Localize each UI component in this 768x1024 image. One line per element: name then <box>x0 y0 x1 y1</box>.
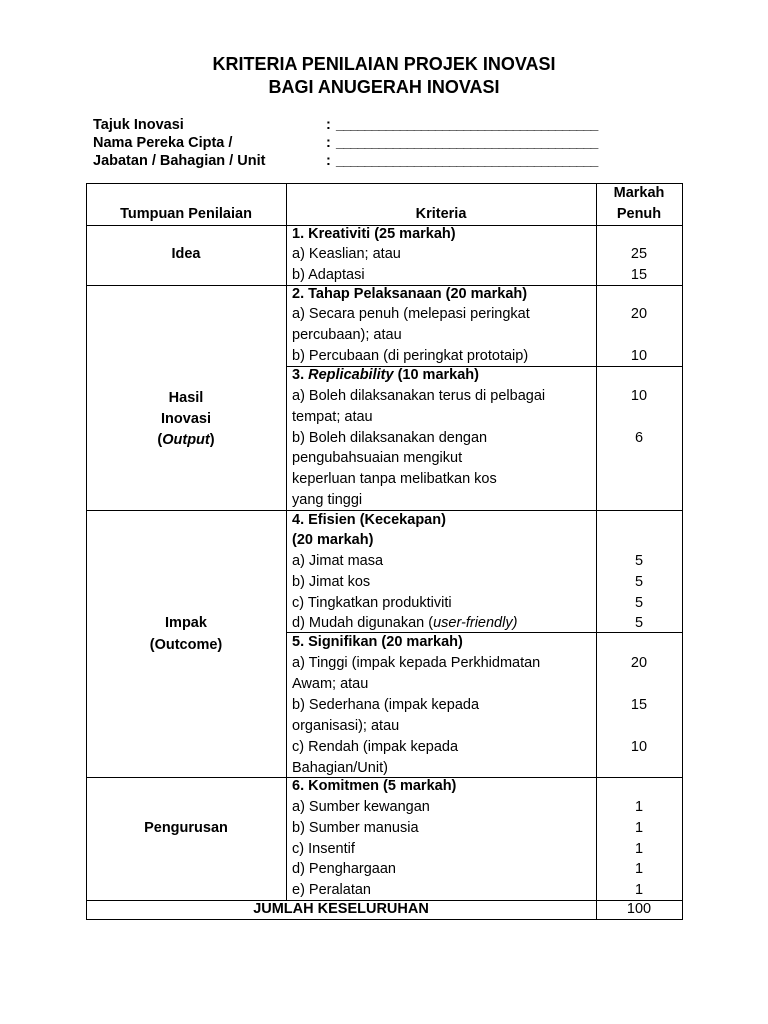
criteria-item: b) Percubaan (di peringkat prototaip) <box>292 348 529 364</box>
mark-value: 5 <box>634 553 644 569</box>
section-label-impak-1: Impak <box>165 615 207 631</box>
criteria-item-cont: Bahagian/Unit) <box>292 760 388 776</box>
criteria-item: c) Insentif <box>292 841 355 857</box>
criteria-item: e) Peralatan <box>292 882 371 898</box>
info-colon: : <box>326 153 331 169</box>
info-blank-jabatan: _____________________________________ <box>336 153 598 169</box>
criteria-title-kreativiti: 1. Kreativiti (25 markah) <box>292 226 456 242</box>
criteria-title-tahap: 2. Tahap Pelaksanaan (20 markah) <box>292 286 528 302</box>
criteria-title-efisien-marks: (20 markah) <box>292 532 374 548</box>
criteria-item-cont: organisasi); atau <box>292 718 400 734</box>
info-colon: : <box>326 117 331 133</box>
mark-value: 1 <box>634 861 644 877</box>
section-label-impak-2: (Outcome) <box>149 637 223 653</box>
info-label-tajuk: Tajuk Inovasi <box>93 117 184 133</box>
criteria-item: b) Sumber manusia <box>292 820 419 836</box>
criteria-title-replicability <box>292 365 479 385</box>
mark-value: 15 <box>630 267 648 283</box>
info-label-jabatan: Jabatan / Bahagian / Unit <box>93 153 266 169</box>
header-markah-line1: Markah <box>613 185 665 201</box>
criteria-item: c) Tingkatkan produktiviti <box>292 595 452 611</box>
criteria-item-cont: percubaan); atau <box>292 327 402 343</box>
table-border-right <box>682 183 683 920</box>
mark-value: 10 <box>630 348 648 364</box>
criteria-item: c) Rendah (impak kepada <box>292 739 459 755</box>
paren-close: ) <box>209 432 215 448</box>
rest: (10 markah) <box>393 367 479 383</box>
section-label-hasil-1: Hasil <box>168 390 204 406</box>
mark-value: 5 <box>634 595 644 611</box>
criteria-item: a) Keaslian; atau <box>292 246 401 262</box>
criteria-item: b) Jimat kos <box>292 574 371 590</box>
criteria-item-cont: pengubahsuaian mengikut <box>292 450 463 466</box>
criteria-item: a) Sumber kewangan <box>292 799 430 815</box>
header-tumpuan: Tumpuan Penilaian <box>120 206 252 222</box>
table-border-bottom <box>86 919 683 920</box>
document-title-line-1: KRITERIA PENILAIAN PROJEK INOVASI <box>212 54 556 74</box>
mark-value: 1 <box>634 799 644 815</box>
info-blank-tajuk: _____________________________________ <box>336 117 598 133</box>
mark-value: 20 <box>630 306 648 322</box>
criteria-item-cont: keperluan tanpa melibatkan kos <box>292 471 497 487</box>
table-border-top <box>86 183 683 184</box>
criteria-item-cont: yang tinggi <box>292 492 363 508</box>
mark-value: 1 <box>634 820 644 836</box>
criteria-item: b) Adaptasi <box>292 267 365 283</box>
header-markah-line2: Penuh <box>616 206 662 222</box>
mark-value: 20 <box>630 655 648 671</box>
criteria-item: a) Tinggi (impak kepada Perkhidmatan <box>292 655 541 671</box>
section-label-hasil-2: Inovasi <box>161 411 211 427</box>
criteria-item: a) Secara penuh (melepasi peringkat <box>292 306 530 322</box>
mark-value: 1 <box>634 882 644 898</box>
criteria-title-signifikan: 5. Signifikan (20 markah) <box>292 634 463 650</box>
mark-value: 15 <box>630 697 648 713</box>
section-label-pengurusan: Pengurusan <box>144 820 228 836</box>
table-border-left <box>86 183 87 920</box>
criteria-item <box>292 613 517 633</box>
num: 3. <box>292 367 309 383</box>
mark-value: 10 <box>630 388 648 404</box>
info-colon: : <box>326 135 331 151</box>
mark-value: 6 <box>634 430 644 446</box>
table-column-divider <box>286 183 287 900</box>
criteria-item-cont: Awam; atau <box>292 676 369 692</box>
criteria-item: a) Boleh dilaksanakan terus di pelbagai <box>292 388 546 404</box>
total-value: 100 <box>626 901 652 917</box>
mark-value: 1 <box>634 841 644 857</box>
mark-value: 5 <box>634 574 644 590</box>
criteria-item: b) Boleh dilaksanakan dengan <box>292 430 488 446</box>
criteria-title-komitmen: 6. Komitmen (5 markah) <box>292 778 457 794</box>
paren-open: ( <box>157 432 163 448</box>
user-friendly-word: user-friendly) <box>433 615 518 631</box>
mark-value: 5 <box>634 615 644 631</box>
criteria-item: d) Penghargaan <box>292 861 396 877</box>
criteria-item-cont: tempat; atau <box>292 409 373 425</box>
output-word: Output <box>162 432 210 448</box>
criteria-item: a) Jimat masa <box>292 553 384 569</box>
criteria-item: b) Sederhana (impak kepada <box>292 697 480 713</box>
info-blank-pereka: _____________________________________ <box>336 135 598 151</box>
criteria-title-efisien: 4. Efisien (Kecekapan) <box>292 512 446 528</box>
replicability-word: Replicability <box>308 367 394 383</box>
section-label-hasil-3 <box>86 430 286 451</box>
total-label: JUMLAH KESELURUHAN <box>253 901 429 917</box>
info-label-pereka: Nama Pereka Cipta / <box>93 135 233 151</box>
header-kriteria: Kriteria <box>415 206 467 222</box>
document-title-line-2: BAGI ANUGERAH INOVASI <box>268 77 500 97</box>
item-text: d) Mudah digunakan ( <box>292 615 434 631</box>
mark-value: 10 <box>630 739 648 755</box>
mark-value: 25 <box>630 246 648 262</box>
section-label-idea: Idea <box>171 246 201 262</box>
